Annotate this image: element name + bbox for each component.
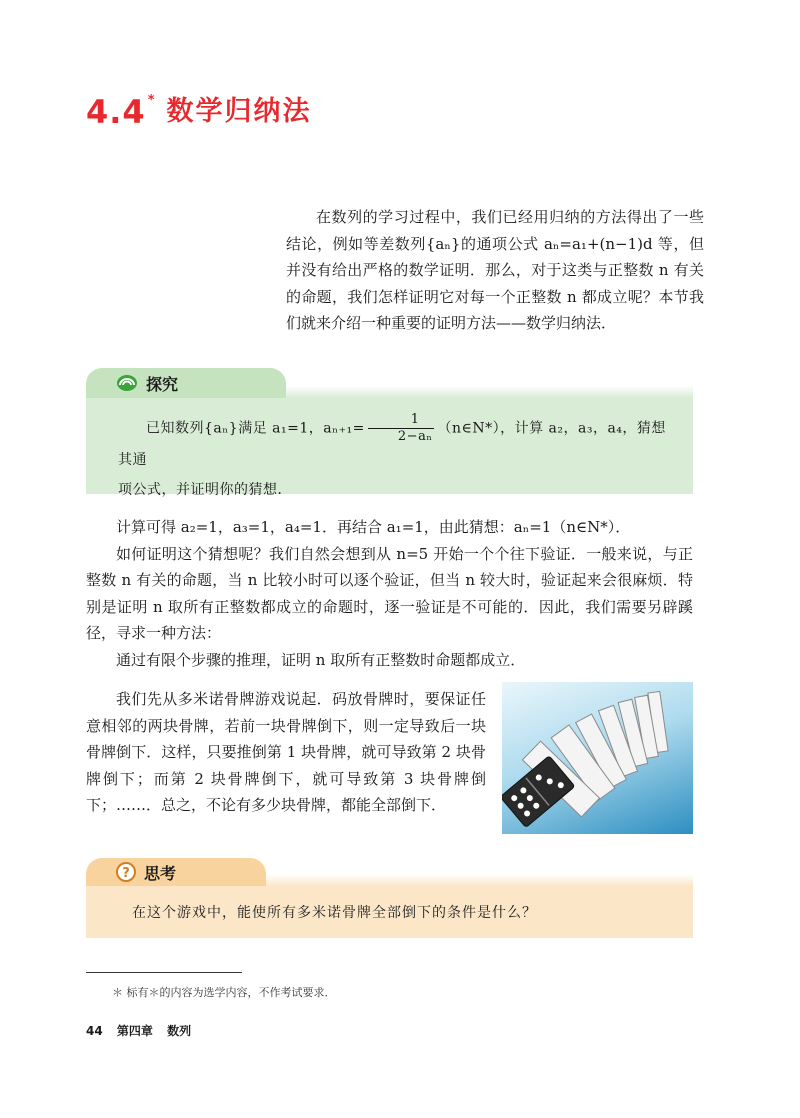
footnote-divider xyxy=(86,972,242,973)
footnote: ＊ 标有＊的内容为选学内容，不作考试要求． xyxy=(112,986,336,999)
think-question: 在这个游戏中，能使所有多米诺骨牌全部倒下的条件是什么？ xyxy=(132,905,537,921)
page-number: 44 xyxy=(86,1024,103,1038)
section-name: 数学归纳法 xyxy=(166,96,312,127)
optional-star: * xyxy=(147,93,155,108)
chapter-title: 数列 xyxy=(167,1024,192,1038)
think-header-band xyxy=(266,874,693,886)
explore-content xyxy=(118,412,667,505)
explore-panel xyxy=(86,368,693,498)
intro-text: 在数列的学习过程中，我们已经用归纳的方法得出了一些结论，例如等差数列{aₙ}的通项公式 aₙ=a₁+(n−1)d 等，但并没有给出严格的数学证明．那么，对于这类与正整数 n 有关的命题，我们怎样证明它对每一个正整数 n 都成立呢？本节我们就来介绍一种重要的证明方法——数学归纳法． xyxy=(286,208,704,332)
explore-icon xyxy=(116,374,138,392)
explore-line-2: 项公式，并证明你的猜想． xyxy=(118,482,292,498)
chapter-number: 第四章 xyxy=(116,1024,153,1038)
think-panel xyxy=(86,858,693,938)
body-paragraph-3: 通过有限个步骤的推理，证明 n 取所有正整数时命题都成立． xyxy=(116,650,526,669)
domino-text: 我们先从多米诺骨牌游戏说起．码放骨牌时，要保证任意相邻的两块骨牌，若前一块骨牌倒下，则一定导致后一块骨牌倒下．这样，只要推倒第 1 块骨牌，就可导致第 2 块骨牌倒下；而第 2 块骨牌倒下，就可导致第 3 块骨牌倒下；……．总之，不论有多少块骨牌，都能全部倒下． xyxy=(86,690,486,814)
fraction-numerator: 1 xyxy=(368,412,435,429)
domino-image xyxy=(502,682,693,834)
body-paragraph-2: 如何证明这个猜想呢？我们自然会想到从 n=5 开始一个个往下验证．一般来说，与正整数 n 有关的命题，当 n 比较小时可以逐个验证，但当 n 较大时，验证起来会很麻烦．特别是证明 n 取所有正整数都成立的命题时，逐一验证是不可能的．因此，我们需要另辟蹊径，寻求一种方法： xyxy=(86,544,693,642)
explore-label: 探究 xyxy=(146,374,179,394)
page-footer xyxy=(86,1022,201,1039)
think-tab xyxy=(86,858,266,886)
explore-tab xyxy=(86,368,286,398)
fraction xyxy=(368,412,435,445)
main-body xyxy=(86,514,693,673)
body-paragraph-1: 计算可得 a₂=1，a₃=1，a₄=1．再结合 a₁=1，由此猜想：aₙ=1（n∈N*）． xyxy=(116,518,631,536)
section-number: 4.4 xyxy=(86,93,146,131)
fraction-denominator: 2−aₙ xyxy=(397,429,433,444)
svg-text:?: ? xyxy=(122,866,130,881)
question-icon xyxy=(116,862,136,882)
explore-text-a: 已知数列{aₙ}满足 a₁=1，aₙ₊₁= xyxy=(146,420,365,437)
intro-paragraph xyxy=(286,204,704,337)
explore-header-band xyxy=(286,386,693,398)
domino-paragraph xyxy=(86,686,486,819)
explore-text-b: （n∈N*），计算 a₂，a₃，a₄，猜想其通 xyxy=(118,420,666,468)
explore-line-1 xyxy=(118,412,667,475)
think-label: 思考 xyxy=(144,863,177,883)
section-title xyxy=(86,92,312,132)
